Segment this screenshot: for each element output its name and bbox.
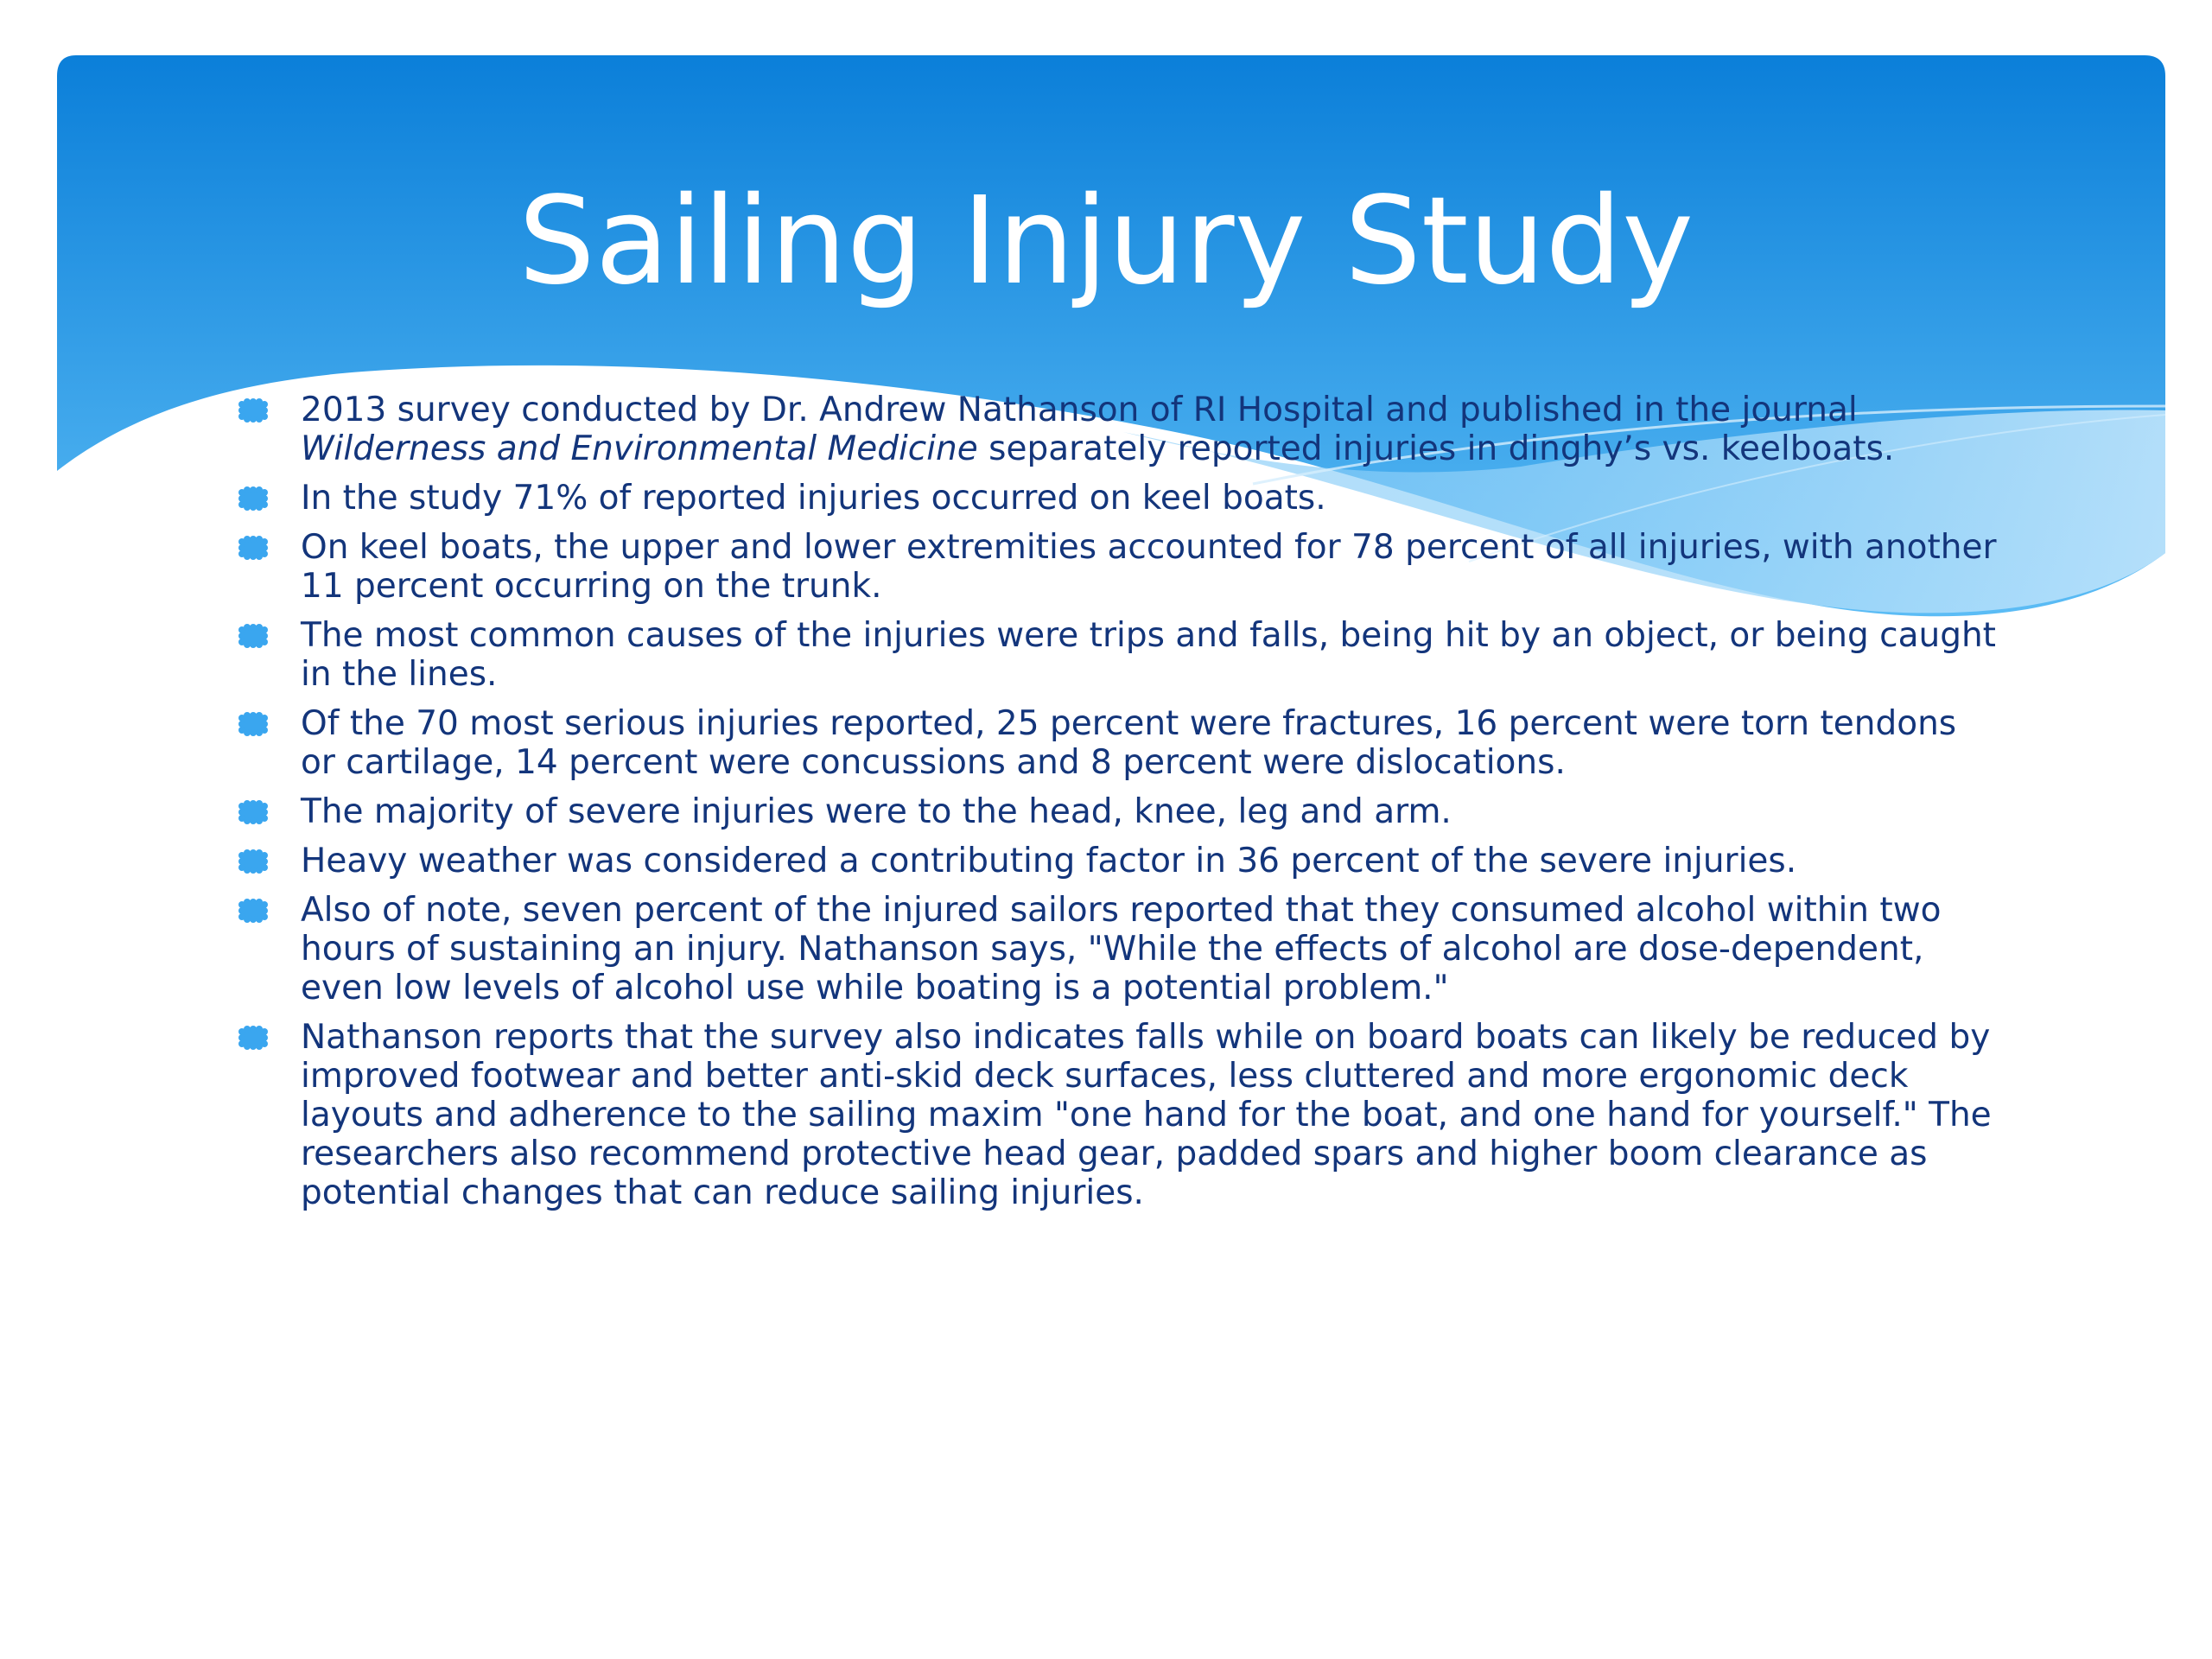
- scalloped-bullet-icon: [237, 486, 270, 512]
- bullet-item: [237, 842, 1999, 880]
- bullet-item: [237, 1018, 1999, 1212]
- bullet-text: The majority of severe injuries were to the head, knee, leg and arm.: [301, 792, 1452, 831]
- scalloped-bullet-icon: [237, 799, 270, 825]
- bullet-text: separately reported injuries in dinghy’s vs. keelboats.: [977, 429, 1895, 468]
- bullet-text: On keel boats, the upper and lower extremities accounted for 78 percent of all injuries, with another 11 percent occurring on the trunk.: [301, 528, 1997, 606]
- bullet-item: [237, 891, 1999, 1007]
- bullet-item: [237, 704, 1999, 782]
- bullet-item: [237, 391, 1999, 468]
- bullet-text: Also of note, seven percent of the injured sailors reported that they consumed alcohol within two hours of sustaining an injury. Nathanson says, "While the effects of alcohol are dose-dependent, even low levels of alcohol use while boating is a potential problem.": [301, 891, 1942, 1007]
- journal-name: Wilderness and Environmental Medicine: [301, 429, 978, 468]
- bullet-text: Nathanson reports that the survey also indicates falls while on board boats can likely be reduced by improved footwear and better anti-skid deck surfaces, less cluttered and more ergonomic deck layouts and adherence to the sailing maxim "one hand for the boat, and one hand for yourself." The researchers also recommend protective head gear, padded spars and higher boom clearance as potential changes that can reduce sailing injuries.: [301, 1018, 1992, 1212]
- scalloped-bullet-icon: [237, 623, 270, 649]
- bullet-text: 2013 survey conducted by Dr. Andrew Nathanson of RI Hospital and published in the journal: [301, 391, 1858, 429]
- scalloped-bullet-icon: [237, 535, 270, 561]
- bullet-item: [237, 792, 1999, 831]
- scalloped-bullet-icon: [237, 849, 270, 874]
- bullet-text: Of the 70 most serious injuries reported, 25 percent were fractures, 16 percent were torn tendons or cartilage, 14 percent were concussions and 8 percent were dislocations.: [301, 704, 1957, 782]
- bullet-list: [237, 391, 1999, 1223]
- bullet-text: In the study 71% of reported injuries occurred on keel boats.: [301, 479, 1326, 518]
- bullet-item: [237, 479, 1999, 518]
- slide-title: Sailing Injury Study: [518, 171, 1694, 312]
- bullet-text: Heavy weather was considered a contributing factor in 36 percent of the severe injuries.: [301, 842, 1797, 880]
- bullet-text: The most common causes of the injuries were trips and falls, being hit by an object, or being caught in the lines.: [301, 616, 1996, 694]
- scalloped-bullet-icon: [237, 898, 270, 924]
- bullet-item: [237, 528, 1999, 606]
- scalloped-bullet-icon: [237, 711, 270, 737]
- bullet-item: [237, 616, 1999, 694]
- scalloped-bullet-icon: [237, 1025, 270, 1051]
- scalloped-bullet-icon: [237, 397, 270, 423]
